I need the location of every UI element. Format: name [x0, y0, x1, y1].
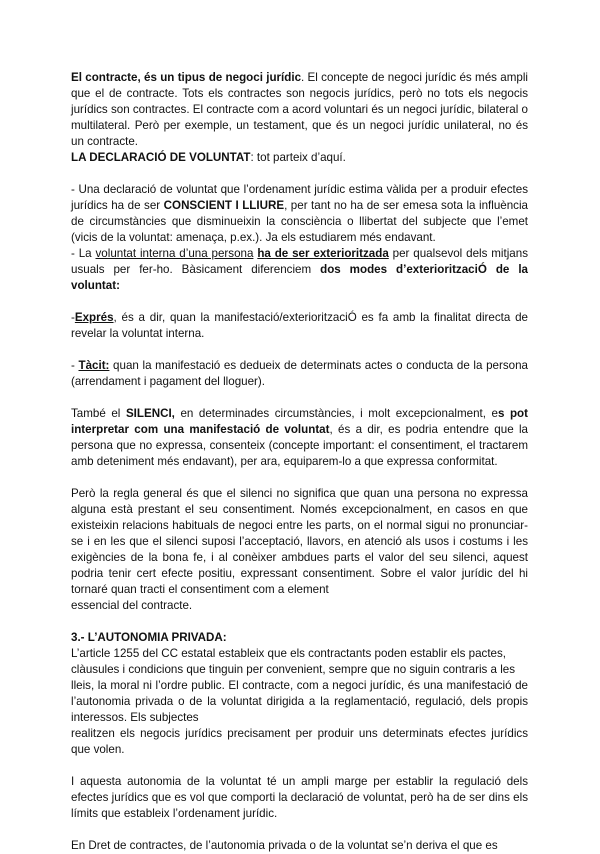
body-text: -: [71, 311, 75, 324]
paragraph-article-1255-l2: clàusules i condicions que tinguin per convenient, sempre que no siguin contraris a les: [71, 663, 516, 676]
paragraph-regla-general-end: [71, 598, 528, 614]
section-heading-autonomia: [71, 630, 528, 646]
bold-underlined-text: Tàcit:: [78, 359, 110, 372]
bold-text: El contracte, és un tipus de negoci jurídic: [71, 71, 302, 84]
paragraph-contract-definition: [71, 70, 528, 150]
body-text: També el: [71, 407, 126, 420]
body-text: per qualsevol dels mitjans usuals per fer-ho. Bàsicament diferenciem: [71, 247, 528, 276]
paragraph-tacit: [71, 358, 528, 390]
bold-underlined-text: ha de ser exterioritzada: [257, 247, 389, 260]
body-text: en determinades circumstàncies, i molt excepcionalment, e: [174, 407, 498, 420]
paragraph-conscient-lliure: [71, 182, 528, 246]
paragraph-voluntat-interna: [71, 246, 528, 294]
body-text: : tot parteix d’aquí.: [250, 151, 346, 164]
body-text: , per tant no ha de ser emesa sota la influència de circumstàncies que disminueixin la consciència o llibertat del subjecte que l’emet (vicis de la voluntat: amenaça, p.ex.). Ja els estudiarem més endavant.: [71, 199, 528, 244]
body-text: - Una declaració de voluntat que l’ordenament jurídic estima vàlida per a produir efectes jurídics ha de ser: [71, 183, 528, 212]
paragraph-article-1255-l3: lleis, la moral ni l’ordre public. El contracte, com a negoci jurídic, és una manifestació de l’autonomia privada o de la voluntat dirigida a la reglamentació, regulació, dels propis interessos. Els subjectes: [71, 679, 528, 724]
bold-text: s pot interpretar com una manifestació de voluntat: [71, 407, 528, 436]
bold-underlined-text: Exprés: [74, 311, 114, 324]
paragraph-silenci: [71, 406, 528, 470]
body-text: - La: [71, 247, 96, 260]
paragraph-regla-general: [71, 486, 528, 598]
paragraph-dret-contractes: En Dret de contractes, de l’autonomia privada o de la voluntat se’n deriva el que es: [71, 839, 498, 852]
underlined-text: voluntat interna d’una persona: [95, 247, 254, 260]
bold-text: dos modes d’exterioritzaciÓ de la voluntat:: [71, 263, 528, 292]
paragraph-article-1255-l4: realitzen els negocis jurídics precisament per produir uns determinats efectes jurídics que volen.: [71, 727, 528, 756]
body-text: , és a dir, es podria entendre que la persona que no expressa, consenteix (concepte important: el consentiment, el tractarem amb deteniment més endavant), per ara, equiparem-lo a que expressa conformitat.: [71, 423, 528, 468]
bold-text: SILENCI,: [125, 407, 175, 420]
bold-text: 3.- L’AUTONOMIA PRIVADA:: [71, 631, 227, 644]
paragraph-expres: [71, 310, 528, 342]
document-body: [71, 70, 528, 854]
body-text: essencial del contracte.: [71, 599, 193, 612]
section-heading-declaracio: [71, 150, 528, 166]
body-text: quan la manifestació es dedueix de determinats actes o conducta de la persona (arrendament i pagament del lloguer).: [71, 359, 528, 388]
body-text: Però la regla general és que el silenci no significa que quan una persona no expressa alguna està prestant el seu consentiment. Només excepcionalment, en casos en que existeixin relacions habituals de negoci entre les parts, on el normal sigui no pronunciar-se i en les que el silenci suposi l’acceptació, llavors, en atenció als usos i costums i les exigències de la bona fe, i al conèixer ambdues parts el valor del seu silenci, aquest podria tenir cert efecte positiu, expressant consentiment. Sobre el valor jurídic del hi tornaré quan tracti el consentiment com a element: [71, 487, 528, 596]
paragraph-autonomia-voluntat: I aquesta autonomia de la voluntat té un ampli marge per establir la regulació dels efectes jurídics que es vol que comporti la declaració de voluntat, però ha de ser dins els límits que estableix l’ordenament jurídic.: [71, 775, 528, 820]
paragraph-article-1255-l1: L’article 1255 del CC estatal estableix que els contractants poden establir els pactes,: [71, 647, 507, 660]
body-text: , és a dir, quan la manifestació/exterioritzaciÓ es fa amb la finalitat directa de revelar la voluntat interna.: [71, 311, 528, 340]
body-text: . El concepte de negoci jurídic és més ampli que el de contracte. Tots els contractes son negocis jurídics, però no tots els negocis jurídics son contractes. El contracte com a acord voluntari és un negoci jurídic, bilateral o multilateral. Però per exemple, un testament, que és un negoci jurídic unilateral, no és un contracte.: [71, 71, 528, 148]
body-text: -: [71, 359, 79, 372]
bold-text: LA DECLARACIÓ DE VOLUNTAT: [71, 151, 251, 164]
bold-text: CONSCIENT I LLIURE: [163, 199, 285, 212]
